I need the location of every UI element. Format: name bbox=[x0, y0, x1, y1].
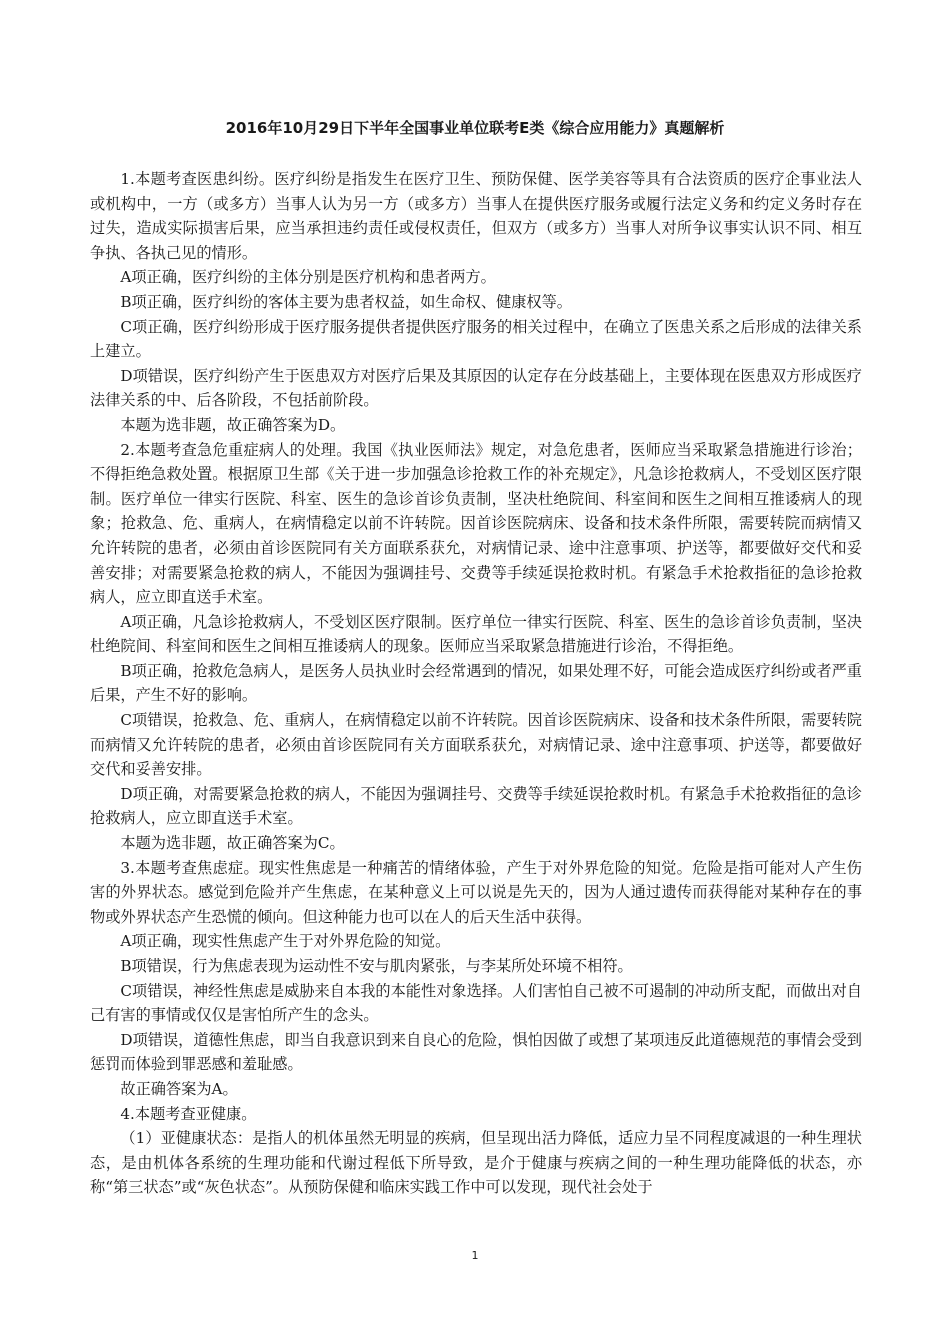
paragraph-q3-option-a: A项正确，现实性焦虑产生于对外界危险的知觉。 bbox=[120, 932, 451, 951]
document-title: 2016年10月29日下半年全国事业单位联考E类《综合应用能力》真题解析 bbox=[225, 119, 725, 137]
document-body bbox=[90, 167, 862, 1200]
paragraph-q2-option-d: D项正确，对需要紧急抢救的病人，不能因为强调挂号、交费等手续延误抢救时机。有紧急手术抢救指征的急诊抢救病人，应立即直送手术室。 bbox=[90, 784, 862, 828]
paragraph-q2-intro: 2.本题考查急危重症病人的处理。我国《执业医师法》规定，对急危患者，医师应当采取紧急措施进行诊治；不得拒绝急救处置。根据原卫生部《关于进一步加强急诊抢救工作的补充规定》，凡急诊抢救病人，不受划区医疗限制。医疗单位一律实行医院、科室、医生的急诊首诊负责制，坚决杜绝院间、科室间和医生之间相互推诿病人的现象；抢救急、危、重病人，在病情稳定以前不许转院。因首诊医院病床、设备和技术条件所限，需要转院而病情又允许转院的患者，必须由首诊医院同有关方面联系获允，对病情记录、途中注意事项、护送等，都要做好交代和妥善安排；对需要紧急抢救的病人，不能因为强调挂号、交费等手续延误抢救时机。有紧急手术抢救指征的急诊抢救病人，应立即直送手术室。 bbox=[90, 440, 862, 607]
paragraph-q1-option-d: D项错误，医疗纠纷产生于医患双方对医疗后果及其原因的认定存在分歧基础上，主要体现在医患双方形成医疗法律关系的中、后各阶段，不包括前阶段。 bbox=[90, 366, 862, 410]
paragraph-q1-option-c: C项正确，医疗纠纷形成于医疗服务提供者提供医疗服务的相关过程中，在确立了医患关系之后形成的法律关系上建立。 bbox=[90, 317, 862, 361]
paragraph-q1-option-b: B项正确，医疗纠纷的客体主要为患者权益，如生命权、健康权等。 bbox=[120, 292, 572, 311]
paragraph-q3-option-b: B项错误，行为焦虑表现为运动性不安与肌肉紧张，与李某所处环境不相符。 bbox=[120, 957, 633, 975]
page-number: 1 bbox=[471, 1249, 479, 1262]
paragraph-q3-option-c: C项错误，神经性焦虑是威胁来自本我的本能性对象选择。人们害怕自己被不可遏制的冲动所支配，而做出对自己有害的事情或仅仅是害怕所产生的念头。 bbox=[90, 981, 862, 1025]
paragraph-q2-answer: 本题为选非题，故正确答案为C。 bbox=[120, 834, 345, 853]
paragraph-q1-intro: 1.本题考查医患纠纷。医疗纠纷是指发生在医疗卫生、预防保健、医学美容等具有合法资质的医疗企事业法人或机构中，一方（或多方）当事人认为另一方（或多方）当事人在提供医疗服务或履行法定义务和约定义务时存在过失，造成实际损害后果，应当承担违约责任或侵权责任，但双方（或多方）当事人对所争议事实认识不同、相互争执、各执己见的情形。 bbox=[90, 170, 862, 262]
paragraph-q3-answer: 故正确答案为A。 bbox=[120, 1079, 238, 1098]
paragraph-q4-intro: 4.本题考查亚健康。 bbox=[120, 1104, 257, 1123]
paragraph-q4-point-1: （1）亚健康状态：是指人的机体虽然无明显的疾病，但呈现出活力降低，适应力呈不同程度减退的一种生理状态，是由机体各系统的生理功能和代谢过程低下所导致，是介于健康与疾病之间的一种生理功能降低的状态，亦称“第三状态”或“灰色状态”。从预防保健和临床实践工作中可以发现，现代社会处于 bbox=[90, 1129, 862, 1197]
paragraph-q1-answer: 本题为选非题，故正确答案为D。 bbox=[120, 415, 346, 434]
paragraph-q1-option-a: A项正确，医疗纠纷的主体分别是医疗机构和患者两方。 bbox=[120, 268, 496, 287]
paragraph-q2-option-a: A项正确，凡急诊抢救病人，不受划区医疗限制。医疗单位一律实行医院、科室、医生的急诊首诊负责制，坚决杜绝院间、科室间和医生之间相互推诿病人的现象。医师应当采取紧急措施进行诊治，不得拒绝。 bbox=[90, 612, 862, 656]
paragraph-q2-option-c: C项错误，抢救急、危、重病人，在病情稳定以前不许转院。因首诊医院病床、设备和技术条件所限，需要转院而病情又允许转院的患者，必须由首诊医院同有关方面联系获允，对病情记录、途中注意事项、护送等，都要做好交代和妥善安排。 bbox=[90, 711, 862, 779]
paragraph-q3-intro: 3.本题考查焦虑症。现实性焦虑是一种痛苦的情绪体验，产生于对外界危险的知觉。危险是指可能对人产生伤害的外界状态。感觉到危险并产生焦虑，在某种意义上可以说是先天的，因为人通过遗传而获得能对某种存在的事物或外界状态产生恐慌的倾向。但这种能力也可以在人的后天生活中获得。 bbox=[90, 858, 862, 926]
paragraph-q2-option-b: B项正确，抢救危急病人，是医务人员执业时会经常遇到的情况，如果处理不好，可能会造成医疗纠纷或者严重后果，产生不好的影响。 bbox=[90, 661, 862, 705]
paragraph-q3-option-d: D项错误，道德性焦虑，即当自我意识到来自良心的危险，惧怕因做了或想了某项违反此道德规范的事情会受到惩罚而体验到罪恶感和羞耻感。 bbox=[90, 1030, 862, 1074]
